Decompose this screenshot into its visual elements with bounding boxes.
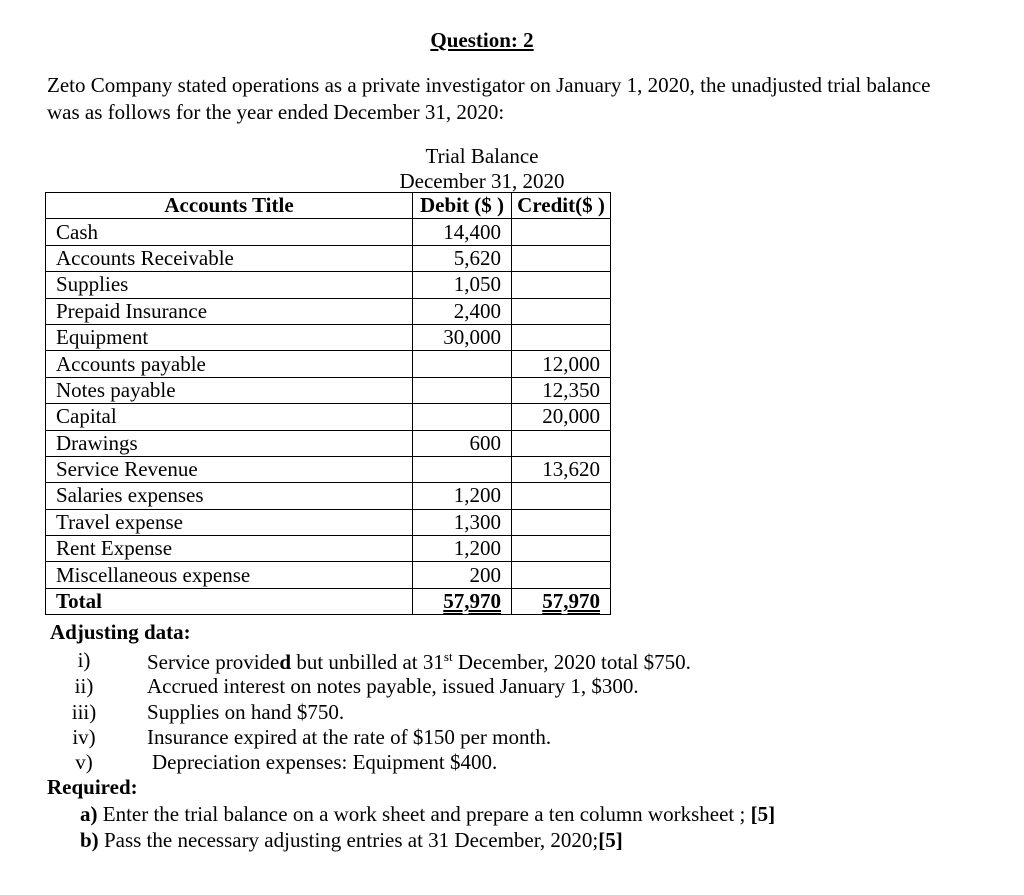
- debit-cell: [413, 456, 512, 482]
- debit-cell: 1,050: [413, 272, 512, 298]
- table-row: [46, 219, 611, 245]
- debit-cell: 2,400: [413, 298, 512, 324]
- credit-cell: [512, 324, 611, 350]
- required-item-marks: [5]: [750, 802, 776, 826]
- trial-balance-table: [45, 192, 611, 615]
- debit-cell: 200: [413, 562, 512, 588]
- account-cell: Supplies: [46, 272, 413, 298]
- account-cell: Rent Expense: [46, 536, 413, 562]
- account-cell: Equipment: [46, 324, 413, 350]
- debit-cell: 1,300: [413, 509, 512, 535]
- account-cell: Cash: [46, 219, 413, 245]
- debit-cell: 5,620: [413, 245, 512, 271]
- table-row: [46, 298, 611, 324]
- credit-cell: [512, 483, 611, 509]
- account-cell: Prepaid Insurance: [46, 298, 413, 324]
- table-row: [46, 377, 611, 403]
- credit-cell: 20,000: [512, 404, 611, 430]
- adjusting-item-text: Insurance expired at the rate of $150 per month.: [147, 725, 552, 749]
- debit-cell: [413, 351, 512, 377]
- account-cell: Accounts payable: [46, 351, 413, 377]
- account-cell: Travel expense: [46, 509, 413, 535]
- debit-cell: [413, 404, 512, 430]
- debit-cell: 1,200: [413, 536, 512, 562]
- total-debit: 57,970: [413, 588, 512, 614]
- credit-cell: [512, 430, 611, 456]
- adjusting-item-number: ii): [74, 674, 94, 698]
- required-item-marks: [5]: [598, 828, 623, 852]
- table-row: [46, 324, 611, 350]
- required-item-text: Pass the necessary adjusting entries at 31 December, 2020;: [103, 828, 599, 852]
- account-cell: Service Revenue: [46, 456, 413, 482]
- required-item-text: Enter the trial balance on a work sheet and prepare a ten column worksheet ;: [102, 802, 751, 826]
- account-cell: Notes payable: [46, 377, 413, 403]
- credit-cell: 13,620: [512, 456, 611, 482]
- credit-cell: [512, 509, 611, 535]
- table-header-row: [46, 193, 611, 219]
- credit-cell: 12,000: [512, 351, 611, 377]
- debit-cell: 600: [413, 430, 512, 456]
- table-row: [46, 245, 611, 271]
- table-row: [46, 351, 611, 377]
- account-cell: Drawings: [46, 430, 413, 456]
- required-item-b: [80, 830, 623, 851]
- table-row: [46, 272, 611, 298]
- adjusting-item-text: Depreciation expenses: Equipment $400.: [152, 750, 498, 774]
- debit-cell: 1,200: [413, 483, 512, 509]
- total-label: Total: [46, 588, 413, 614]
- credit-cell: [512, 219, 611, 245]
- required-heading: Required:: [47, 775, 138, 799]
- table-row: [46, 456, 611, 482]
- debit-cell: 30,000: [413, 324, 512, 350]
- required-item-label: b): [80, 828, 99, 852]
- table-row: [46, 509, 611, 535]
- total-row: [46, 588, 611, 614]
- column-header-accounts-title: Accounts Title: [46, 193, 413, 219]
- table-row: [46, 483, 611, 509]
- question-title: Question: 2: [430, 28, 534, 52]
- trial-balance-heading: Trial Balance: [425, 144, 539, 168]
- account-cell: Capital: [46, 404, 413, 430]
- table-row: [46, 404, 611, 430]
- column-header-credit: Credit($ ): [512, 193, 611, 219]
- table-row: [46, 430, 611, 456]
- adjusting-item-number: i): [77, 648, 91, 672]
- credit-cell: [512, 245, 611, 271]
- required-item-a: [80, 804, 775, 825]
- adjusting-item-text: Service provided but unbilled at 31st December, 2020 total $750.: [147, 649, 691, 674]
- debit-cell: [413, 377, 512, 403]
- account-cell: Miscellaneous expense: [46, 562, 413, 588]
- adjusting-data-heading: Adjusting data:: [50, 620, 191, 644]
- credit-cell: [512, 562, 611, 588]
- intro-paragraph: Zeto Company stated operations as a private investigator on January 1, 2020, the unadjusted trial balance was as follows for the year ended December 31, 2020:: [47, 73, 931, 124]
- account-cell: Accounts Receivable: [46, 245, 413, 271]
- credit-cell: 12,350: [512, 377, 611, 403]
- required-item-label: a): [80, 802, 98, 826]
- table-row: [46, 536, 611, 562]
- column-header-debit: Debit ($ ): [413, 193, 512, 219]
- adjusting-item-number: v): [75, 750, 93, 774]
- total-credit: 57,970: [512, 588, 611, 614]
- credit-cell: [512, 272, 611, 298]
- adjusting-item-text: Accrued interest on notes payable, issued January 1, $300.: [147, 674, 639, 698]
- credit-cell: [512, 536, 611, 562]
- adjusting-item-text: Supplies on hand $750.: [147, 700, 345, 724]
- credit-cell: [512, 298, 611, 324]
- account-cell: Salaries expenses: [46, 483, 413, 509]
- trial-balance-date: December 31, 2020: [399, 169, 565, 193]
- adjusting-item-number: iii): [71, 700, 97, 724]
- table-row: [46, 562, 611, 588]
- adjusting-item-number: iv): [72, 725, 96, 749]
- debit-cell: 14,400: [413, 219, 512, 245]
